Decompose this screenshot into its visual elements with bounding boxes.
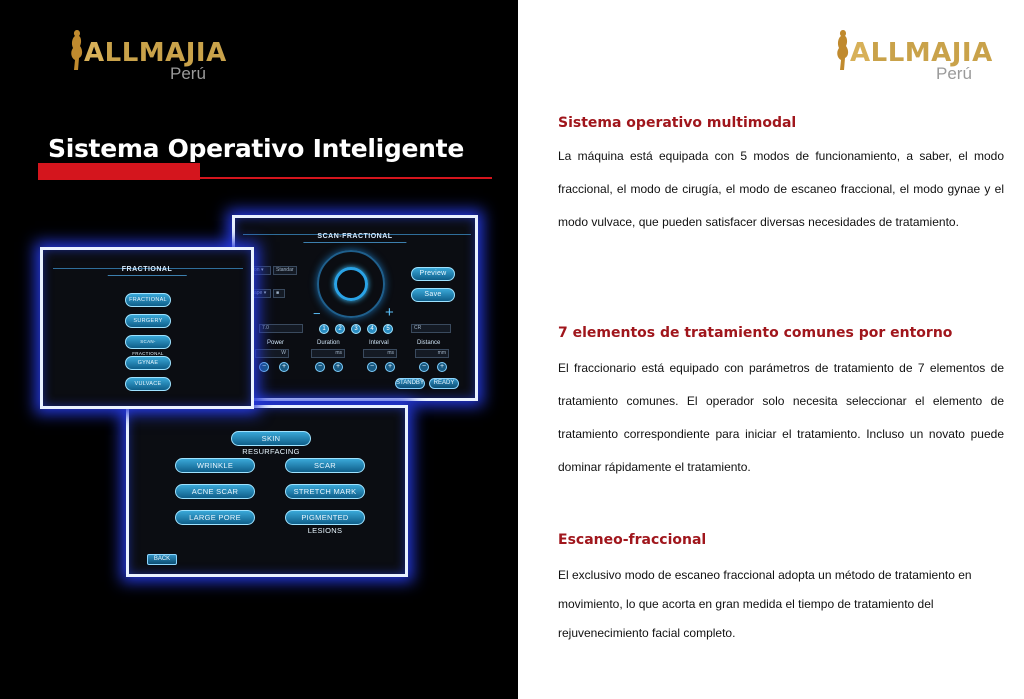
distance-minus-button[interactable]: −: [419, 362, 429, 372]
distance-field[interactable]: mm: [415, 349, 449, 358]
position-5[interactable]: 5: [383, 324, 393, 334]
param-duration: Duration: [317, 340, 340, 346]
pigmented-lesions-button[interactable]: PIGMENTED LESIONS: [285, 510, 365, 525]
distance-plus-button[interactable]: +: [437, 362, 447, 372]
param-interval: Interval: [369, 340, 389, 346]
scan-fractional-header: SCAN-FRACTIONAL: [303, 231, 406, 243]
section-title-multimodal: Sistema operativo multimodal: [558, 115, 797, 131]
skin-resurfacing-button[interactable]: SKIN RESURFACING: [231, 431, 311, 446]
duration-minus-button[interactable]: −: [315, 362, 325, 372]
scar-button[interactable]: SCAR: [285, 458, 365, 473]
right-panel: [518, 0, 1024, 699]
standby-button[interactable]: STANDBY: [395, 378, 425, 389]
scan-fractional-mode-button[interactable]: SCAN-FRACTIONAL: [125, 335, 171, 349]
position-3[interactable]: 3: [351, 324, 361, 334]
title-red-line: [38, 177, 492, 179]
plus-control[interactable]: +: [385, 304, 394, 321]
duration-plus-button[interactable]: +: [333, 362, 343, 372]
shape-select[interactable]: ape ▾: [251, 289, 271, 298]
interval-plus-button[interactable]: +: [385, 362, 395, 372]
brand-sub: Perú: [170, 64, 206, 83]
power-plus-button[interactable]: +: [279, 362, 289, 372]
section-text-scan-fractional: El exclusivo modo de escaneo fraccional adopta un método de tratamiento en movimiento, lo que acorta en gran medida el tiempo de tratamiento del rejuvenecimiento facial completo.: [558, 568, 972, 640]
ready-button[interactable]: READY: [429, 378, 459, 389]
power-minus-button[interactable]: −: [259, 362, 269, 372]
brand-logo-right: [828, 28, 998, 88]
brand-logo: [62, 28, 232, 88]
surgery-mode-button[interactable]: SURGERY: [125, 314, 171, 328]
section-text-multimodal: La máquina está equipada con 5 modos de funcionamiento, a saber, el modo fraccional, el modo de cirugía, el modo de escaneo fraccional, el modo gynae y el modo vulvace, que pueden satisfacer diversas necesidades de tratamiento.: [558, 149, 1004, 229]
position-2[interactable]: 2: [335, 324, 345, 334]
large-pore-button[interactable]: LARGE PORE: [175, 510, 255, 525]
page-title: Sistema Operativo Inteligente: [48, 134, 464, 163]
fractional-header: FRACTIONAL: [108, 264, 187, 276]
section-text-treatment-elements: El fraccionario está equipado con parámetros de tratamiento de 7 elementos de tratamiento comunes. El operador solo necesita seleccionar el elemento de tratamiento correspondiente para iniciar el tratamiento. Incluso un novato puede dominar rápidamente el tratamiento.: [558, 361, 1004, 474]
gynae-mode-button[interactable]: GYNAE: [125, 356, 171, 370]
section-title-scan-fractional: Escaneo-fraccional: [558, 532, 707, 548]
interval-minus-button[interactable]: −: [367, 362, 377, 372]
left-value-field[interactable]: 7.0: [259, 324, 303, 333]
vulvace-mode-button[interactable]: VULVACE: [125, 377, 171, 391]
power-field[interactable]: W: [255, 349, 289, 358]
duration-field[interactable]: ms: [311, 349, 345, 358]
brand-sub: Perú: [936, 64, 972, 83]
scan-dial-inner[interactable]: [334, 267, 368, 301]
brand-wordmark: ALLMAJIA: [850, 38, 993, 68]
skin-resurfacing-screen: [126, 405, 408, 577]
wrinkle-button[interactable]: WRINKLE: [175, 458, 255, 473]
mode-select[interactable]: on ▾: [251, 266, 271, 275]
shape-toggle[interactable]: ■: [273, 289, 285, 298]
preview-button[interactable]: Preview: [411, 267, 455, 281]
scan-fractional-screen: [232, 215, 478, 401]
right-value-field[interactable]: CR: [411, 324, 451, 333]
minus-control[interactable]: −: [313, 306, 321, 321]
standard-select[interactable]: Standar: [273, 266, 297, 275]
fractional-mode-button[interactable]: FRACTIONAL: [125, 293, 171, 307]
position-4[interactable]: 4: [367, 324, 377, 334]
acne-scar-button[interactable]: ACNE SCAR: [175, 484, 255, 499]
section-title-treatment-elements: 7 elementos de tratamiento comunes por entorno: [558, 325, 953, 341]
param-distance: Distance: [417, 340, 441, 346]
interval-field[interactable]: ms: [363, 349, 397, 358]
position-1[interactable]: 1: [319, 324, 329, 334]
brand-wordmark: ALLMAJIA: [84, 38, 227, 68]
back-button[interactable]: BACK: [147, 554, 177, 565]
stretch-mark-button[interactable]: STRETCH MARK: [285, 484, 365, 499]
param-power: Power: [267, 340, 285, 346]
fractional-screen: [40, 247, 254, 409]
save-button[interactable]: Save: [411, 288, 455, 302]
